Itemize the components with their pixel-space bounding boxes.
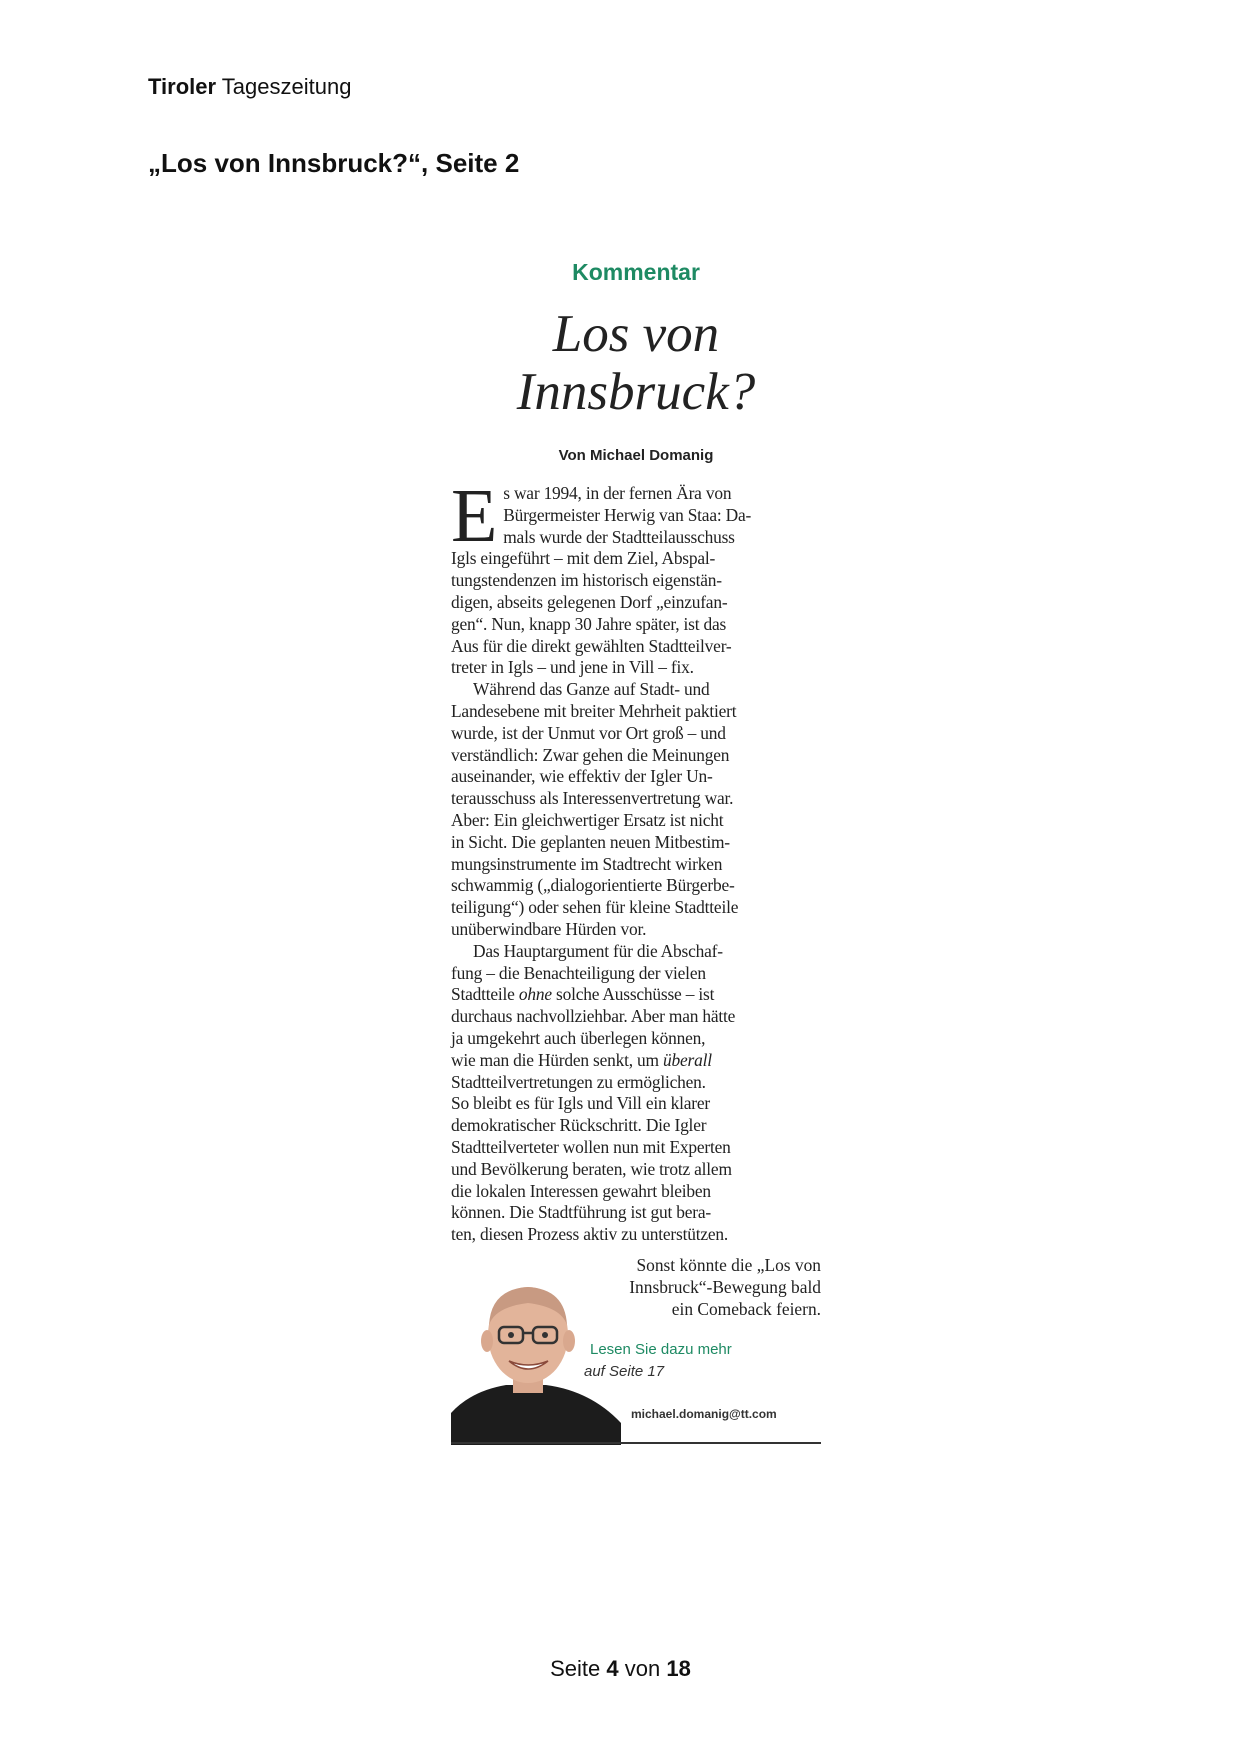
body-line: Aus für die direkt gewählten Stadtteilver- xyxy=(451,635,732,656)
headline-line-1: Los von xyxy=(552,305,720,363)
paragraph-3 xyxy=(451,941,821,1246)
read-more-label: Lesen Sie dazu mehr xyxy=(590,1341,732,1358)
body-line: ten, diesen Prozess aktiv zu unterstützen. xyxy=(451,1224,729,1245)
footer-prefix: Seite xyxy=(550,1656,601,1681)
text-run: wie man die Hürden senkt, um xyxy=(451,1049,664,1070)
body-line: verständlich: Zwar gehen die Meinungen xyxy=(451,744,730,765)
body-line: Stadtteilvertretungen zu ermöglichen. xyxy=(451,1071,706,1092)
article-clipping xyxy=(451,255,821,1445)
body-line: terausschuss als Interessenvertretung war. xyxy=(451,788,734,809)
bottom-rule xyxy=(451,1442,821,1444)
footer-mid: von xyxy=(624,1656,661,1681)
body-line: demokratischer Rückschritt. Die Igler xyxy=(451,1115,707,1136)
newspaper-name xyxy=(148,74,351,100)
body-line: unüberwindbare Hürden vor. xyxy=(451,918,647,939)
document-title: „Los von Innsbruck?“, Seite 2 xyxy=(148,148,520,178)
footer-page-number: 4 xyxy=(606,1656,619,1681)
body-line: Das Hauptargument für die Abschaf- xyxy=(473,940,723,961)
body-line: können. Die Stadtführung ist gut bera- xyxy=(451,1202,711,1223)
emphasis-ueberall: überall xyxy=(663,1049,712,1070)
body-line: Bürgermeister Herwig van Staa: Da- xyxy=(503,504,752,525)
drop-cap: E xyxy=(451,474,498,558)
ending-text xyxy=(551,1255,821,1320)
footer-total-pages: 18 xyxy=(666,1656,691,1681)
body-line: auseinander, wie effektiv der Igler Un- xyxy=(451,766,713,787)
body-line: Igls eingeführt – mit dem Ziel, Abspal- xyxy=(451,548,716,569)
text-run: solche Ausschüsse – ist xyxy=(551,984,715,1005)
body-line: s war 1994, in der fernen Ära von xyxy=(503,483,732,503)
paragraph-1 xyxy=(451,474,821,679)
article-headline xyxy=(451,305,821,421)
body-line: Stadtteilverteter wollen nun mit Experten xyxy=(451,1136,731,1157)
body-line: mungsinstrumente im Stadtrecht wirken xyxy=(451,853,723,874)
page-footer xyxy=(0,1656,1241,1682)
brand-rest: Tageszeitung xyxy=(221,74,352,99)
brand-bold: Tiroler xyxy=(148,74,217,99)
article-byline: Von Michael Domanig xyxy=(558,447,714,464)
body-line: Innsbruck“-Bewegung bald xyxy=(629,1276,821,1297)
body-line xyxy=(451,984,714,1004)
article-body xyxy=(451,474,821,1246)
body-line: tungstendenzen im historisch eigenstän- xyxy=(451,570,722,591)
text-run: Stadtteile xyxy=(451,984,519,1005)
author-email: michael.domanig@tt.com xyxy=(631,1407,777,1421)
body-line: die lokalen Interessen gewahrt bleiben xyxy=(451,1180,711,1201)
paragraph-2 xyxy=(451,679,821,941)
emphasis-ohne: ohne xyxy=(518,984,552,1005)
body-line: Während das Ganze auf Stadt- und xyxy=(473,679,710,700)
read-more-page: auf Seite 17 xyxy=(584,1363,665,1380)
body-line: ein Comeback feiern. xyxy=(671,1298,821,1319)
body-line: digen, abseits gelegenen Dorf „einzufan- xyxy=(451,591,728,612)
body-line xyxy=(451,1050,712,1070)
body-line: durchaus nachvollziehbar. Aber man hätte xyxy=(451,1006,736,1027)
body-line: Landesebene mit breiter Mehrheit paktiert xyxy=(451,700,737,721)
body-line: treter in Igls – und jene in Vill – fix. xyxy=(451,657,694,678)
body-line: ja umgekehrt auch überlegen können, xyxy=(451,1027,706,1048)
body-line: mals wurde der Stadtteilausschuss xyxy=(503,526,735,547)
body-line: gen“. Nun, knapp 30 Jahre später, ist das xyxy=(451,613,727,634)
article-kicker: Kommentar xyxy=(572,259,700,285)
body-line: wurde, ist der Unmut vor Ort groß – und xyxy=(451,722,726,743)
body-line: Aber: Ein gleichwertiger Ersatz ist nicht xyxy=(451,809,724,830)
body-line: Sonst könnte die „Los von xyxy=(636,1255,821,1275)
headline-line-2: Innsbruck? xyxy=(516,363,756,421)
body-line: teiligung“) oder sehen für kleine Stadtteile xyxy=(451,897,739,918)
body-line: und Bevölkerung beraten, wie trotz allem xyxy=(451,1158,732,1179)
body-line: in Sicht. Die geplanten neuen Mitbestim- xyxy=(451,831,730,852)
body-line: schwammig („dialogorientierte Bürgerbe- xyxy=(451,875,735,896)
body-line: So bleibt es für Igls und Vill ein klarer xyxy=(451,1093,710,1114)
body-line: fung – die Benachteiligung der vielen xyxy=(451,962,706,983)
